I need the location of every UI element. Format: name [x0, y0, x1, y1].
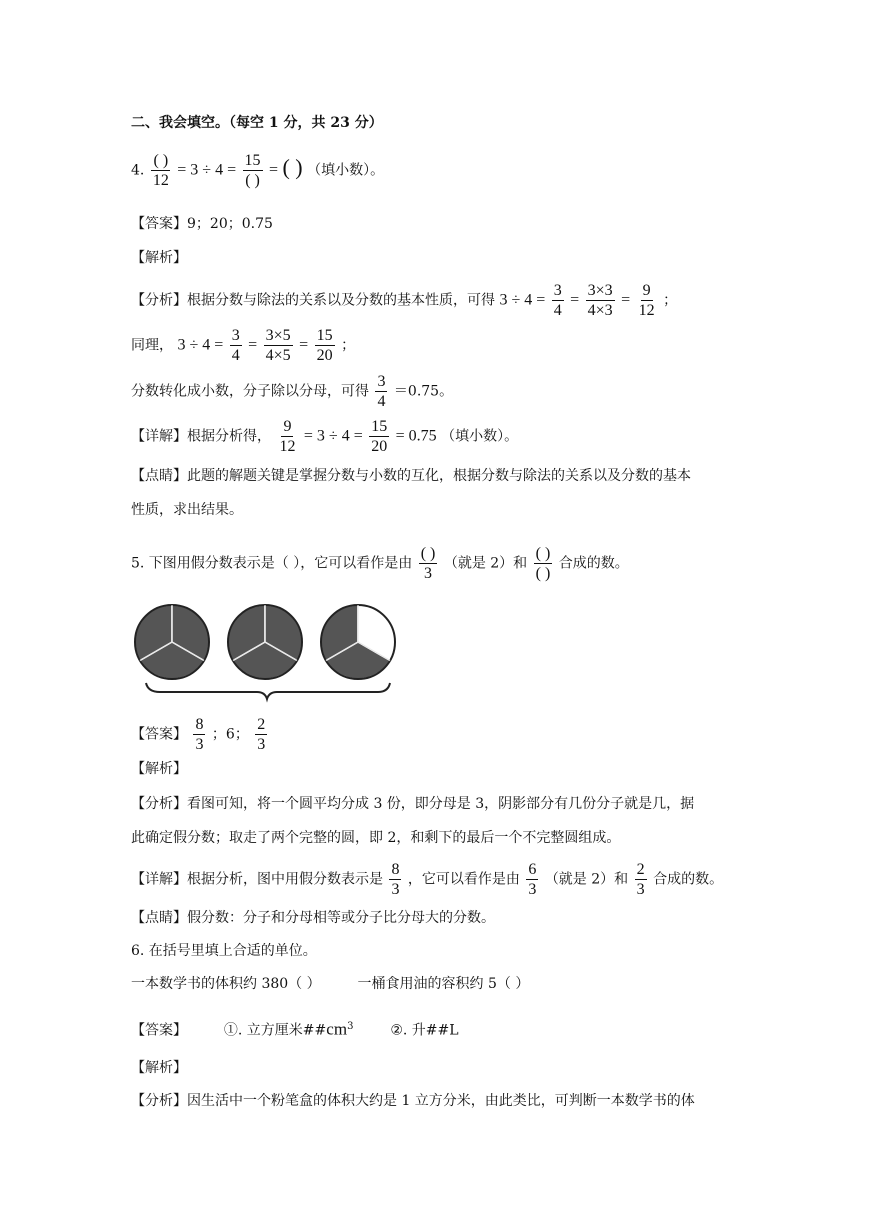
q5-answer: 【答案】 $\frac{8}{3}$ ；6； $\frac{2}{3}$: [131, 716, 266, 753]
q5-jiexi: 【解析】: [131, 761, 187, 777]
fraction: $\frac{15}{20}$: [316, 327, 333, 364]
q6-fenxi: 【分析】因生活中一个粉笔盒的体积大约是 1 立方分米，由此类比，可判断一本数学书的体: [131, 1093, 695, 1109]
q4-convert: 分数转化成小数，分子除以分母，可得 $\frac{3}{4}$ ＝0.75。: [131, 373, 454, 410]
fraction: $\frac{2}{3}$: [257, 716, 266, 753]
fraction: $\frac{3}{4}$: [553, 282, 562, 319]
q5-dianjing: 【点睛】假分数：分子和分母相等或分子比分母大的分数。: [131, 910, 495, 926]
q6-jiexi: 【解析】: [131, 1060, 187, 1076]
q4-fraction-blank-12: $\frac{( )}{12}$: [152, 152, 169, 189]
fraction: $\frac{9}{12}$: [279, 418, 296, 455]
q4-dianjing-2: 性质，求出结果。: [131, 502, 243, 518]
q5-question: 5. 下图用假分数表示是（ ），它可以看作是由 $\frac{( )}{3}$ （就是 2）和 $\frac{( )}{( )}$ 合成的数。: [131, 545, 629, 582]
q4-fraction-15-blank: $\frac{15}{( )}$: [244, 152, 261, 189]
q4-question: 4. $\frac{( )}{12}$ = 3 ÷ 4 = $\frac{15}{( )}$ = ( ) （填小数）。: [131, 152, 385, 189]
fraction: $\frac{2}{3}$: [636, 861, 645, 898]
section-title: 二、我会填空。（每空 1 分，共 23 分）: [131, 115, 383, 131]
fraction: $\frac{3\times 3}{4\times 3}$: [587, 282, 613, 319]
fraction-blank-blank: $\frac{( )}{( )}$: [535, 545, 551, 582]
q4-fenxi: 【分析】根据分数与除法的关系以及分数的基本性质，可得 3 ÷ 4 = $\frac{3}{4}$ = $\frac{3\times 3}{4\times 3}$ = $\frac{9}{12}$ ；: [131, 282, 678, 319]
fraction: $\frac{3}{4}$: [377, 373, 386, 410]
q5-fenxi-2: 此确定假分数；取走了两个完整的圆，即 2，和剩下的最后一个不完整圆组成。: [131, 830, 621, 846]
q5-fenxi-1: 【分析】看图可知，将一个圆平均分成 3 份，即分母是 3，阴影部分有几份分子就是几，据: [131, 796, 695, 812]
q4-jiexi: 【解析】: [131, 250, 187, 266]
fraction: $\frac{6}{3}$: [528, 861, 537, 898]
fraction: $\frac{8}{3}$: [391, 861, 400, 898]
q4-answer: 【答案】9；20；0.75: [131, 216, 273, 232]
q4-dianjing-1: 【点睛】此题的解题关键是掌握分数与小数的互化，根据分数与除法的关系以及分数的基本: [131, 468, 691, 484]
q6-answer: 【答案】 ①. 立方厘米$\#\#cm^3$ ②. 升##L: [131, 1019, 459, 1039]
q6-prompts: 一本数学书的体积约 380（ ） 一桶食用油的容积约 5（ ）: [131, 976, 530, 992]
q4-number: 4.: [131, 162, 145, 179]
fraction: $\frac{9}{12}$: [638, 282, 655, 319]
fraction: $\frac{3\times 5}{4\times 5}$: [265, 327, 291, 364]
q4-detail: 【详解】根据分析得， $\frac{9}{12}$ = 3 ÷ 4 = $\frac{15}{20}$ = 0.75 （填小数）。: [131, 418, 519, 455]
fraction-circles-figure: [132, 601, 422, 703]
q4-tongli: 同理， 3 ÷ 4 = $\frac{3}{4}$ = $\frac{3\times 5}{4\times 5}$ = $\frac{15}{20}$ ；: [131, 327, 356, 364]
q5-detail: 【详解】根据分析，图中用假分数表示是 $\frac{8}{3}$ ，它可以看作是由 $\frac{6}{3}$ （就是 2）和 $\frac{2}{3}$ 合成的数。: [131, 861, 724, 898]
fraction: $\frac{15}{20}$: [371, 418, 388, 455]
fraction-blank-3: $\frac{( )}{3}$: [420, 545, 436, 582]
fraction: $\frac{8}{3}$: [195, 716, 204, 753]
curly-brace: [146, 683, 390, 699]
fraction: $\frac{3}{4}$: [231, 327, 240, 364]
q6-title: 6. 在括号里填上合适的单位。: [131, 943, 317, 959]
